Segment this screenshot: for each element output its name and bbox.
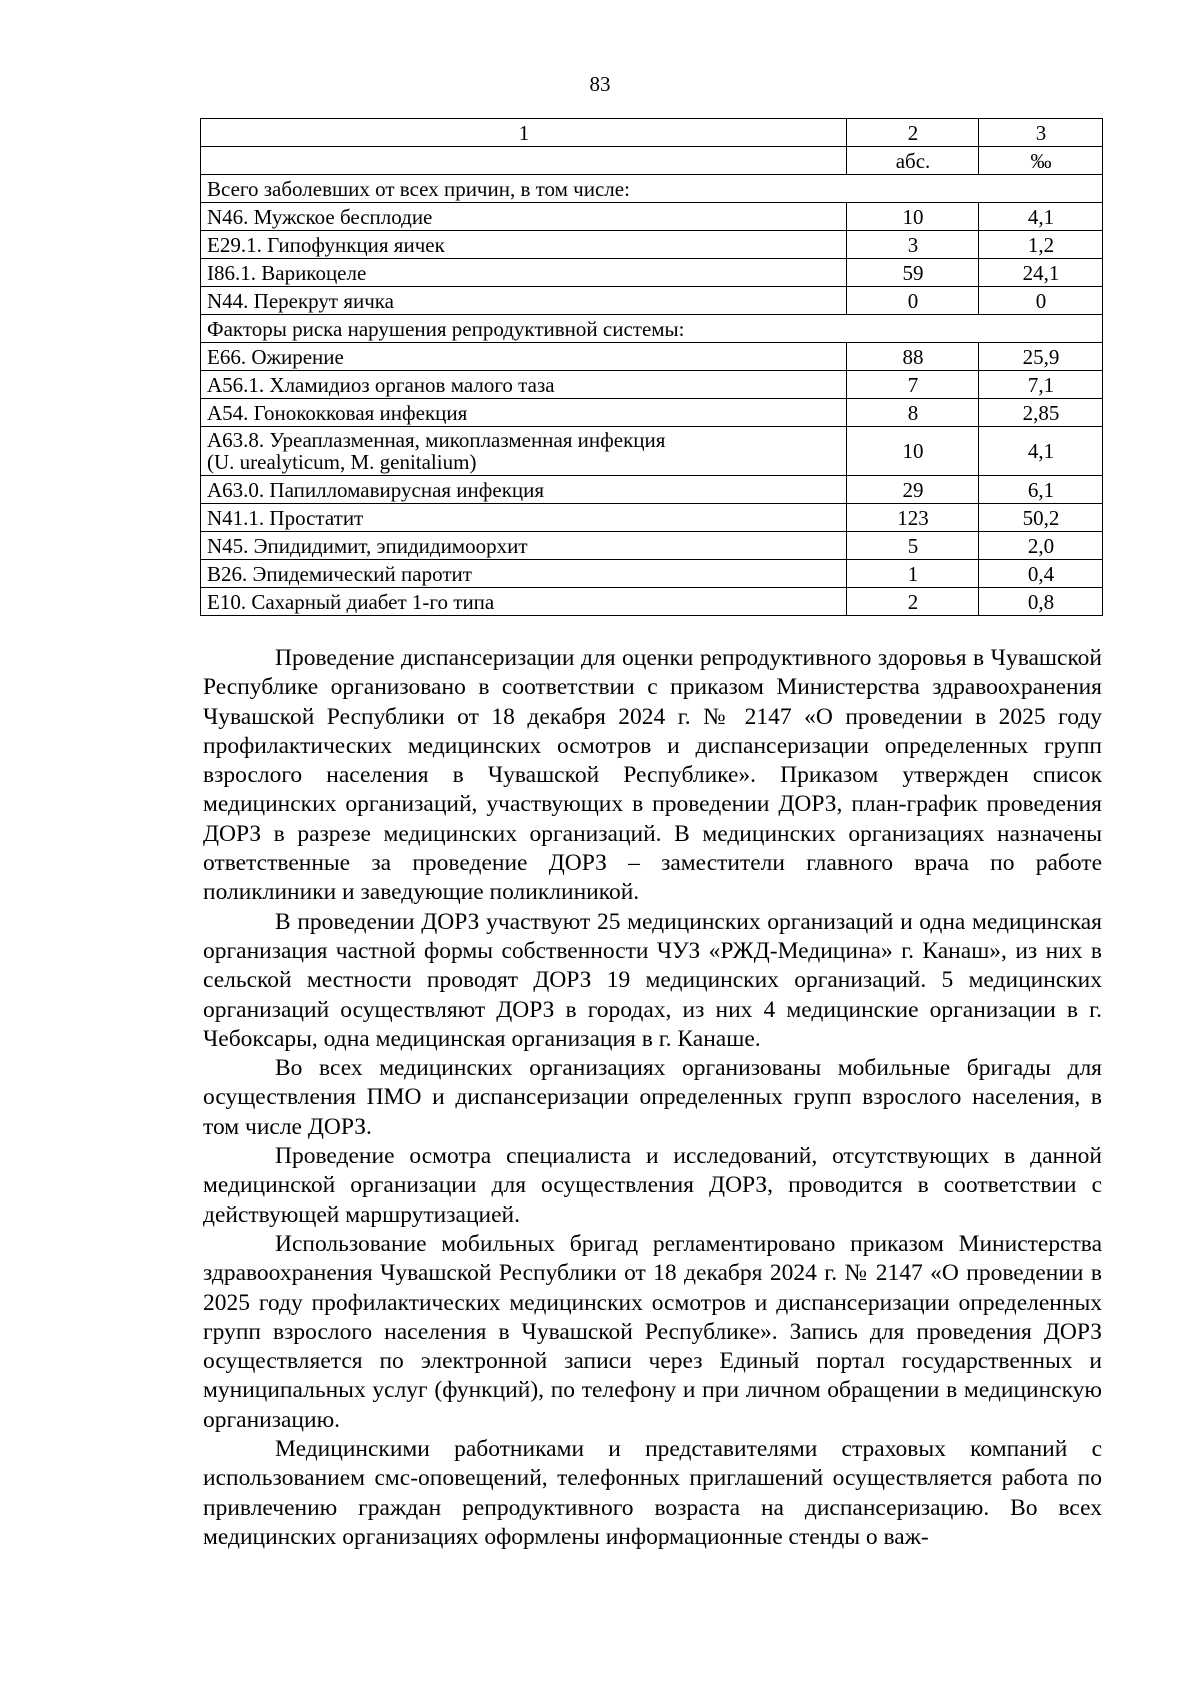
row-abs: 8 <box>847 399 979 427</box>
row-abs: 10 <box>847 203 979 231</box>
table-row <box>201 343 1103 371</box>
table-row <box>201 287 1103 315</box>
table-header-units <box>201 147 1103 175</box>
row-label: N45. Эпидидимит, эпидидимоорхит <box>201 532 847 560</box>
row-permille: 0 <box>979 287 1103 315</box>
table-row <box>201 560 1103 588</box>
row-abs: 88 <box>847 343 979 371</box>
table-row <box>201 399 1103 427</box>
row-label: E66. Ожирение <box>201 343 847 371</box>
unit-abs: абс. <box>847 147 979 175</box>
table-row <box>201 231 1103 259</box>
row-label: I86.1. Варикоцеле <box>201 259 847 287</box>
row-label: E10. Сахарный диабет 1-го типа <box>201 588 847 616</box>
paragraph: Проведение диспансеризации для оценки репродуктивного здоровья в Чувашской Республике организовано в соответствии с приказом Министерства здравоохранения Чувашской Республики от 18 декабря 2024 г. № 2147 «О проведении в 2025 году профилактических медицинских осмотров и диспансеризации определенных групп взрослого населения в Чувашской Республике». Приказом утвержден список медицинских организаций, участвующих в проведении ДОРЗ, план-график проведения ДОРЗ в разрезе медицинских организаций. В медицинских организациях назначены ответственные за проведение ДОРЗ – заместители главного врача по работе поликлиники и заведующие поликлиникой. <box>203 645 1102 906</box>
row-abs: 1 <box>847 560 979 588</box>
table-row <box>201 476 1103 504</box>
row-label: N41.1. Простатит <box>201 504 847 532</box>
row-label: N46. Мужское бесплодие <box>201 203 847 231</box>
row-abs: 10 <box>847 427 979 476</box>
row-abs: 5 <box>847 532 979 560</box>
section-title-row <box>201 175 1103 203</box>
section1-title: Всего заболевших от всех причин, в том числе: <box>201 175 1103 203</box>
table-row <box>201 532 1103 560</box>
table-row <box>201 588 1103 616</box>
row-permille: 0,8 <box>979 588 1103 616</box>
row-label: A63.0. Папилломавирусная инфекция <box>201 476 847 504</box>
row-abs: 2 <box>847 588 979 616</box>
statistics-table <box>200 118 1103 616</box>
table-header-numbers <box>201 119 1103 147</box>
row-abs: 3 <box>847 231 979 259</box>
header-col-2: 2 <box>847 119 979 147</box>
row-abs: 7 <box>847 371 979 399</box>
row-permille: 1,2 <box>979 231 1103 259</box>
row-permille: 2,0 <box>979 532 1103 560</box>
row-label: A54. Гонококковая инфекция <box>201 399 847 427</box>
row-permille: 4,1 <box>979 427 1103 476</box>
row-permille: 2,85 <box>979 399 1103 427</box>
row-permille: 6,1 <box>979 476 1103 504</box>
table-row <box>201 427 1103 476</box>
paragraph: В проведении ДОРЗ участвуют 25 медицинских организаций и одна медицинская организация частной формы собственности ЧУЗ «РЖД-Медицина» г. Канаш», из них в сельской местности проводят ДОРЗ 19 медицинских организаций. 5 медицинских организаций осуществляют ДОРЗ в городах, из них 4 медицинские организации в г. Чебоксары, одна медицинская организация в г. Канаше. <box>203 908 1102 1052</box>
header-col-1: 1 <box>201 119 847 147</box>
row-label: E29.1. Гипофункция яичек <box>201 231 847 259</box>
row-label: B26. Эпидемический паротит <box>201 560 847 588</box>
unit-permille: ‰ <box>979 147 1103 175</box>
page-number: 83 <box>589 72 611 96</box>
row-permille: 25,9 <box>979 343 1103 371</box>
row-label-multiline <box>201 427 847 476</box>
row-permille: 24,1 <box>979 259 1103 287</box>
section-title-row <box>201 315 1103 343</box>
paragraph: Использование мобильных бригад регламентировано приказом Министерства здравоохранения Чувашской Республики от 18 декабря 2024 г. № 2147 «О проведении в 2025 году профилактических медицинских осмотров и диспансеризации определенных групп взрослого населения в Чувашской Республике». Запись для проведения ДОРЗ осуществляется по электронной записи через Единый портал государственных и муниципальных услуг (функций), по телефону и при личном обращении в медицинскую организацию. <box>203 1230 1102 1433</box>
row-abs: 29 <box>847 476 979 504</box>
row-abs: 123 <box>847 504 979 532</box>
row-permille: 7,1 <box>979 371 1103 399</box>
row-abs: 59 <box>847 259 979 287</box>
row-label-line: A63.8. Уреаплазменная, микоплазменная инфекция <box>207 428 666 452</box>
table-row <box>201 504 1103 532</box>
row-abs: 0 <box>847 287 979 315</box>
row-permille: 50,2 <box>979 504 1103 532</box>
table-row <box>201 203 1103 231</box>
unit-empty <box>201 147 847 175</box>
table-row <box>201 259 1103 287</box>
row-permille: 0,4 <box>979 560 1103 588</box>
paragraph: Во всех медицинских организациях организованы мобильные бригады для осуществления ПМО и диспансеризации определенных групп взрослого населения, в том числе ДОРЗ. <box>203 1055 1102 1140</box>
paragraph: Медицинскими работниками и представителями страховых компаний с использованием смс-оповещений, телефонных приглашений осуществляется работа по привлечению граждан репродуктивного возраста на диспансеризацию. Во всех медицинских организациях оформлены информационные стенды о важ- <box>203 1436 1102 1550</box>
paragraph: Проведение осмотра специалиста и исследований, отсутствующих в данной медицинской организации для осуществления ДОРЗ, проводится в соответствии с действующей маршрутизацией. <box>203 1143 1102 1228</box>
row-label: A56.1. Хламидиоз органов малого таза <box>201 371 847 399</box>
table-row <box>201 371 1103 399</box>
header-col-3: 3 <box>979 119 1103 147</box>
body-text <box>203 644 1102 1552</box>
row-label: N44. Перекрут яичка <box>201 287 847 315</box>
row-label-line: (U. urealyticum, M. genitalium) <box>207 450 477 474</box>
section2-title: Факторы риска нарушения репродуктивной системы: <box>201 315 1103 343</box>
row-permille: 4,1 <box>979 203 1103 231</box>
